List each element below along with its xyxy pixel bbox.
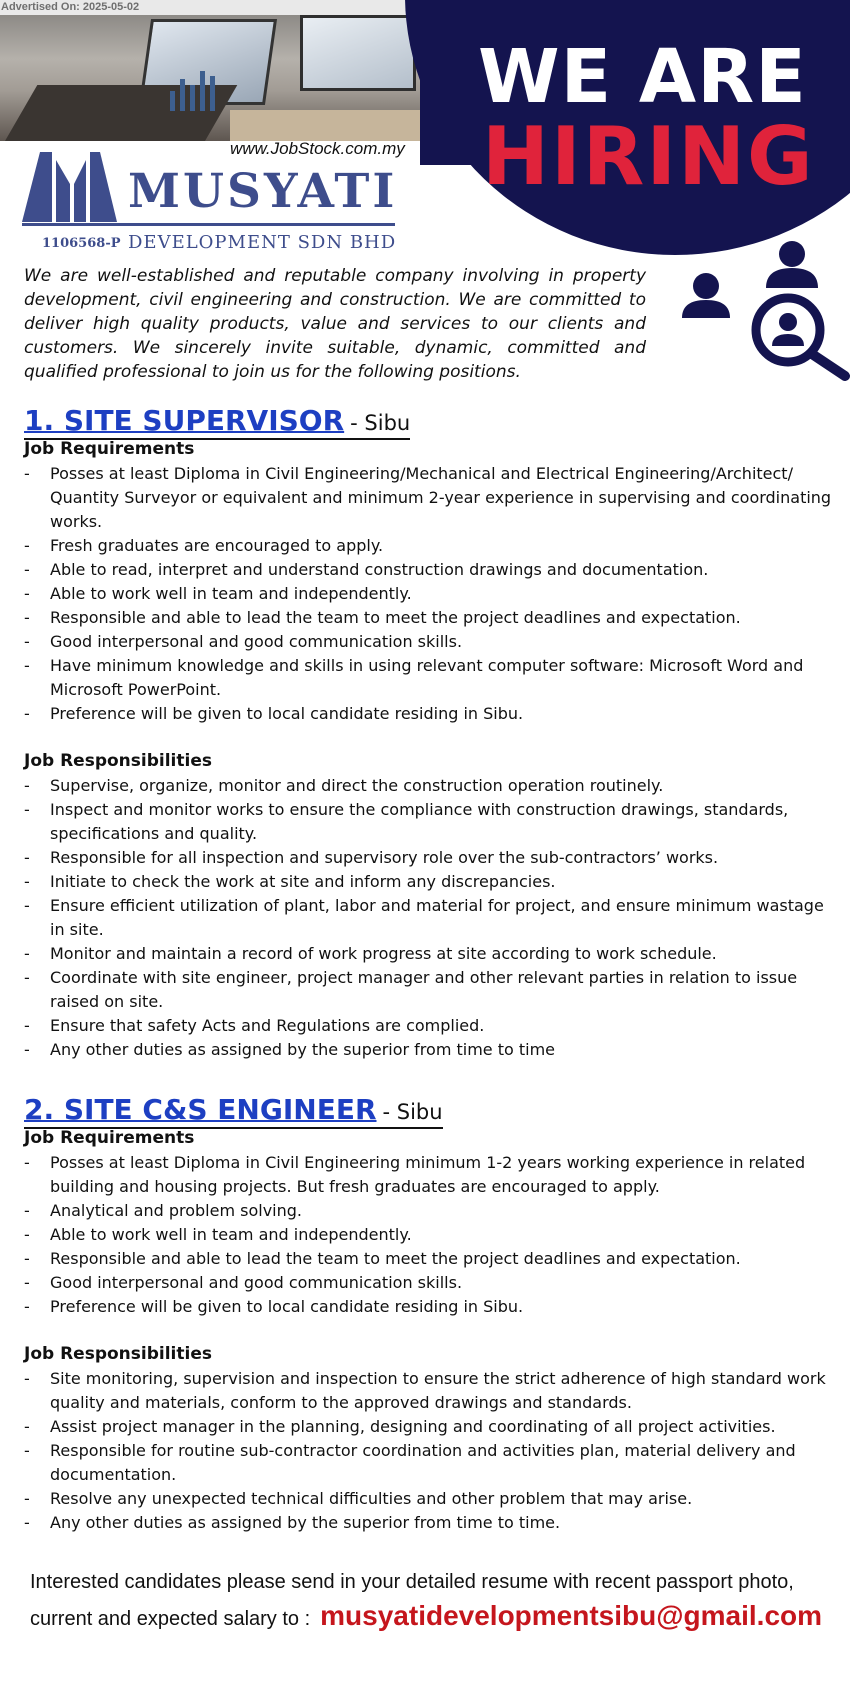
position-1-resp-heading: Job Responsibilities <box>24 751 212 771</box>
list-item: - Coordinate with site engineer, project manager and other relevant parties in relation to issue raised on site. <box>24 968 798 1011</box>
list-item: - Resolve any unexpected technical difficulties and other problem that may arise. <box>24 1489 693 1508</box>
list-item: - Ensure that safety Acts and Regulations are complied. <box>24 1016 485 1035</box>
list-item: - Good interpersonal and good communication skills. <box>24 632 463 651</box>
list-item: - Ensure efficient utilization of plant, labor and material for project, and ensure minimum wastage in site. <box>24 896 824 939</box>
office-desk-photo-icon <box>0 15 420 141</box>
list-item: - Responsible for all inspection and supervisory role over the sub-contractors’ works. <box>24 848 719 867</box>
ad-date: Advertised On: 2025-05-02 <box>1 1 140 13</box>
position-2-resp-heading: Job Responsibilities <box>24 1344 212 1364</box>
list-item: - Responsible and able to lead the team to meet the project deadlines and expectation. <box>24 1249 741 1268</box>
company-reg-no: 1106568-P <box>42 236 121 251</box>
list-item: - Supervise, organize, monitor and direct the construction operation routinely. <box>24 776 664 795</box>
list-item: - Responsible for routine sub-contractor coordination and activities plan, material delivery and documentation. <box>24 1441 796 1484</box>
people-search-icon <box>680 236 850 381</box>
list-item: - Good interpersonal and good communication skills. <box>24 1273 463 1292</box>
closing-line-1: Interested candidates please send in your detailed resume with recent passport photo, <box>30 1571 794 1593</box>
list-item: - Any other duties as assigned by the superior from time to time <box>24 1040 556 1059</box>
list-item: - Responsible and able to lead the team to meet the project deadlines and expectation. <box>24 608 741 627</box>
company-subtitle: DEVELOPMENT SDN BHD <box>128 232 397 253</box>
list-item: - Assist project manager in the planning, designing and coordinating of all project activities. <box>24 1417 776 1436</box>
list-item: - Preference will be given to local candidate residing in Sibu. <box>24 704 524 723</box>
list-item: - Preference will be given to local candidate residing in Sibu. <box>24 1297 524 1316</box>
list-item: - Able to read, interpret and understand construction drawings and documentation. <box>24 560 709 579</box>
position-2-responsibilities <box>24 1367 840 1535</box>
list-item: - Monitor and maintain a record of work progress at site according to work schedule. <box>24 944 717 963</box>
list-item: - Any other duties as assigned by the superior from time to time. <box>24 1513 561 1532</box>
closing-line-2-wrap <box>30 1599 822 1636</box>
list-item: - Posses at least Diploma in Civil Engineering/Mechanical and Electrical Engineering/Architect/ Quantity Surveyor or equivalent and minimum 2-year experience in supervising and coordinating works. <box>24 464 832 531</box>
list-item: - Analytical and problem solving. <box>24 1201 302 1220</box>
position-2-location: - Sibu <box>382 1100 443 1124</box>
list-item: - Inspect and monitor works to ensure the compliance with construction drawings, standards, specifications and quality. <box>24 800 789 843</box>
banner-we-are: WE ARE <box>478 34 807 120</box>
position-2-requirements <box>24 1151 840 1319</box>
website-link[interactable]: www.JobStock.com.my <box>230 139 405 158</box>
list-item: - Initiate to check the work at site and inform any discrepancies. <box>24 872 556 891</box>
position-1-title: 1. SITE SUPERVISOR <box>24 404 345 437</box>
position-2-title: 2. SITE C&S ENGINEER <box>24 1093 377 1126</box>
list-item: - Fresh graduates are encouraged to apply. <box>24 536 384 555</box>
position-2-req-heading: Job Requirements <box>24 1128 195 1148</box>
musyati-logo-icon <box>22 152 117 222</box>
intro-paragraph: We are well-established and reputable company involving in property development, civil engineering and construction. We are committed to deliver high quality products, value and services to our clients and customers. We sincerely invite suitable, dynamic, committed and qualified professional to join us for the following positions. <box>24 266 646 382</box>
contact-email-link[interactable]: musyatidevelopmentsibu@gmail.com <box>320 1600 823 1631</box>
position-1-requirements <box>24 462 840 726</box>
position-1-title-block <box>24 404 410 440</box>
list-item: - Site monitoring, supervision and inspection to ensure the strict adherence of high standard work quality and materials, conform to the approved drawings and standards. <box>24 1369 826 1412</box>
position-1-req-heading: Job Requirements <box>24 439 195 459</box>
company-name: MUSYATI <box>128 164 398 219</box>
position-2-title-block <box>24 1093 443 1129</box>
logo-divider <box>22 223 395 226</box>
closing-block <box>30 1566 822 1636</box>
position-1-responsibilities <box>24 774 840 1062</box>
closing-line-2: current and expected salary to : <box>30 1608 311 1630</box>
list-item: - Have minimum knowledge and skills in using relevant computer software: Microsoft Word and Microsoft PowerPoint. <box>24 656 804 699</box>
list-item: - Able to work well in team and independently. <box>24 584 412 603</box>
list-item: - Able to work well in team and independently. <box>24 1225 412 1244</box>
banner-hiring: HIRING <box>482 110 815 203</box>
position-1-location: - Sibu <box>350 411 411 435</box>
list-item: - Posses at least Diploma in Civil Engineering minimum 1-2 years working experience in related building and housing projects. But fresh graduates are encouraged to apply. <box>24 1153 806 1196</box>
